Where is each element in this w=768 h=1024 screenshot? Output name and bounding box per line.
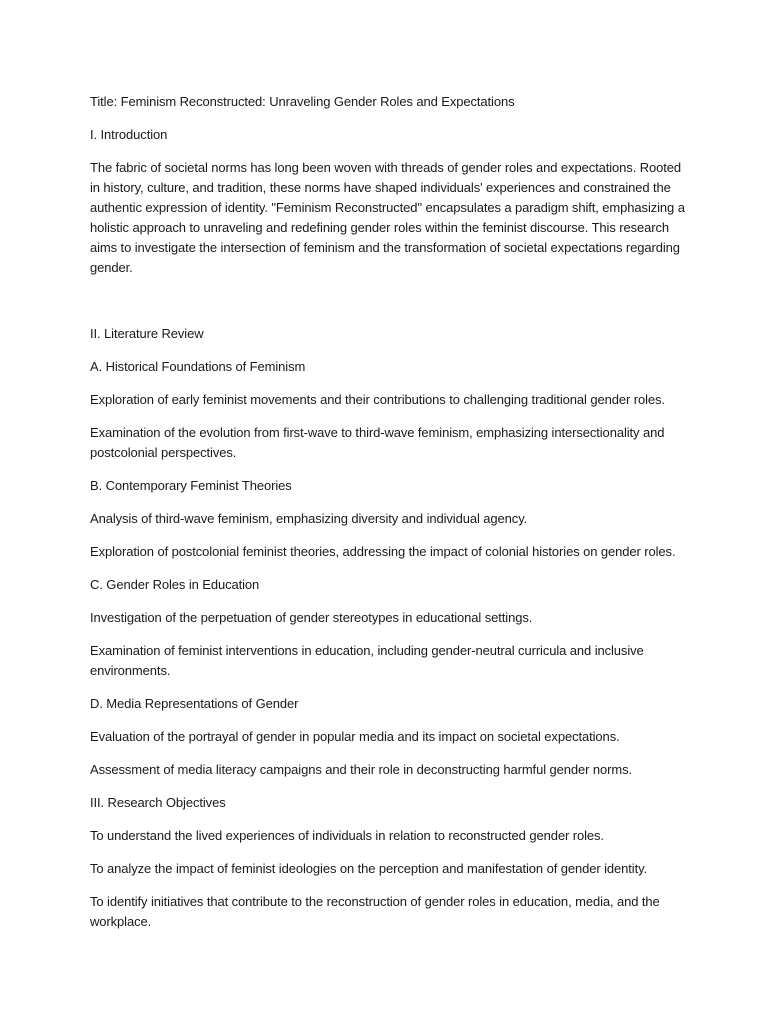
section-c-heading: C. Gender Roles in Education bbox=[90, 577, 260, 592]
section-b-paragraph-2: Exploration of postcolonial feminist theories, addressing the impact of colonial histories on gender roles. bbox=[90, 544, 676, 559]
section-a-paragraph-1: Exploration of early feminist movements and their contributions to challenging traditional gender roles. bbox=[90, 392, 665, 407]
section-c-paragraph-2: Examination of feminist interventions in education, including gender-neutral curricula and inclusive environments. bbox=[90, 643, 644, 678]
lit-review-heading: II. Literature Review bbox=[90, 326, 204, 341]
section-d-paragraph-2: Assessment of media literacy campaigns and their role in deconstructing harmful gender norms. bbox=[90, 762, 633, 777]
objective-3: To identify initiatives that contribute to the reconstruction of gender roles in education, media, and the workplace. bbox=[90, 894, 660, 929]
intro-heading: I. Introduction bbox=[90, 127, 168, 142]
section-c-paragraph-1: Investigation of the perpetuation of gender stereotypes in educational settings. bbox=[90, 610, 533, 625]
document-title: Title: Feminism Reconstructed: Unraveling Gender Roles and Expectations bbox=[90, 94, 515, 109]
objective-2: To analyze the impact of feminist ideologies on the perception and manifestation of gender identity. bbox=[90, 861, 648, 876]
objective-1: To understand the lived experiences of individuals in relation to reconstructed gender roles. bbox=[90, 828, 604, 843]
section-d-heading: D. Media Representations of Gender bbox=[90, 696, 299, 711]
section-a-heading: A. Historical Foundations of Feminism bbox=[90, 359, 306, 374]
section-b-heading: B. Contemporary Feminist Theories bbox=[90, 478, 292, 493]
section-a-paragraph-2: Examination of the evolution from first-wave to third-wave feminism, emphasizing intersectionality and postcolonial perspectives. bbox=[90, 425, 665, 460]
intro-paragraph: The fabric of societal norms has long been woven with threads of gender roles and expectations. Rooted in history, culture, and tradition, these norms have shaped individuals' experiences and constrained the authentic expression of identity. "Feminism Reconstructed" encapsulates a paradigm shift, emphasizing a holistic approach to unraveling and redefining gender roles within the feminist discourse. This research aims to investigate the intersection of feminism and the transformation of societal expectations regarding gender. bbox=[90, 160, 685, 275]
section-b-paragraph-1: Analysis of third-wave feminism, emphasizing diversity and individual agency. bbox=[90, 511, 528, 526]
objectives-heading: III. Research Objectives bbox=[90, 795, 226, 810]
section-d-paragraph-1: Evaluation of the portrayal of gender in popular media and its impact on societal expectations. bbox=[90, 729, 620, 744]
section-spacer bbox=[90, 291, 690, 324]
document-page bbox=[90, 92, 690, 945]
